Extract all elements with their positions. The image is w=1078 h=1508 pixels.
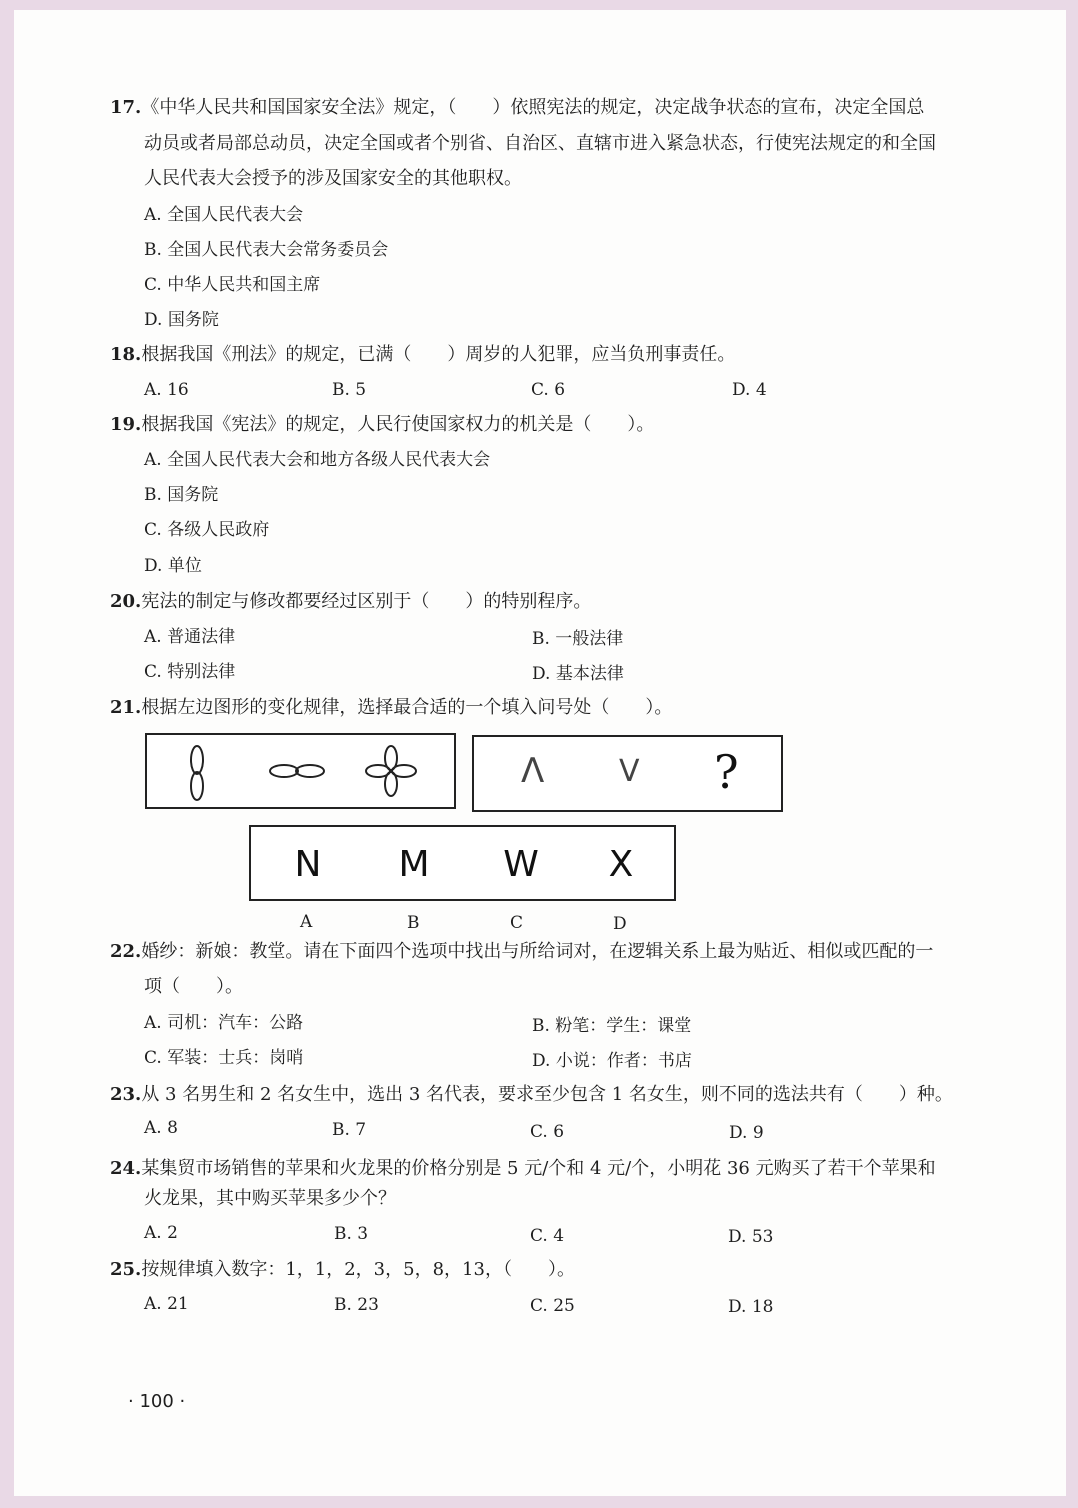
option-a: A. 全国人民代表大会和地方各级人民代表大会 bbox=[144, 450, 491, 470]
option-a: A. 21 bbox=[144, 1294, 189, 1314]
question-number: 17. bbox=[110, 97, 142, 118]
option-a: A. 16 bbox=[144, 380, 189, 400]
figure-box-right bbox=[472, 735, 783, 812]
answer-figure-b: M bbox=[398, 844, 430, 885]
option-c: C. 6 bbox=[531, 380, 566, 400]
question-22 bbox=[110, 940, 933, 964]
option-d: D. 基本法律 bbox=[532, 664, 624, 684]
question-text: 根据我国《刑法》的规定，已满（ ）周岁的人犯罪，应当负刑事责任。 bbox=[141, 344, 736, 365]
option-a: A. 8 bbox=[144, 1118, 178, 1138]
question-20 bbox=[110, 590, 591, 614]
document-page bbox=[14, 10, 1066, 1496]
option-c: C. 4 bbox=[530, 1226, 565, 1246]
option-d: D. 国务院 bbox=[144, 310, 219, 330]
figure-caret-down: V bbox=[619, 754, 640, 789]
answer-figure-d: X bbox=[608, 844, 634, 885]
figure-horizontal-figure-eight bbox=[270, 765, 324, 777]
option-b: B. 一般法律 bbox=[532, 629, 624, 649]
option-c: C. 25 bbox=[530, 1296, 575, 1316]
answer-label-d: D bbox=[613, 914, 627, 934]
answer-label-c: C bbox=[510, 913, 524, 933]
question-23 bbox=[110, 1083, 953, 1107]
figure-vertical-figure-eight bbox=[191, 746, 203, 800]
option-b: B. 23 bbox=[334, 1295, 379, 1315]
option-c: C. 中华人民共和国主席 bbox=[144, 275, 321, 295]
question-number: 24. bbox=[110, 1158, 142, 1179]
question-text: 《中华人民共和国国家安全法》规定，（ ）依照宪法的规定，决定战争状态的宣布，决定全国总 bbox=[141, 97, 925, 118]
question-17-line2: 动员或者局部总动员，决定全国或者个别省、自治区、直辖市进入紧急状态，行使宪法规定的和全国 bbox=[144, 133, 936, 154]
option-b: B. 国务院 bbox=[144, 485, 219, 505]
question-text: 根据左边图形的变化规律，选择最合适的一个填入问号处（ ）。 bbox=[141, 697, 673, 718]
question-text: 从 3 名男生和 2 名女生中，选出 3 名代表，要求至少包含 1 名女生，则不同的选法共有（ ）种。 bbox=[141, 1084, 953, 1105]
option-b: B. 全国人民代表大会常务委员会 bbox=[144, 240, 389, 260]
question-18 bbox=[110, 343, 735, 367]
option-d: D. 18 bbox=[728, 1297, 774, 1317]
question-24 bbox=[110, 1157, 936, 1181]
figure-four-petal-flower bbox=[366, 746, 416, 796]
figure-question-mark: ? bbox=[714, 745, 739, 799]
answer-figures-box bbox=[249, 825, 676, 901]
question-19 bbox=[110, 413, 654, 437]
option-d: D. 53 bbox=[728, 1227, 774, 1247]
answer-figure-a: N bbox=[294, 844, 322, 885]
option-c: C. 6 bbox=[530, 1122, 565, 1142]
question-number: 20. bbox=[110, 591, 142, 612]
figure-caret-up: Λ bbox=[521, 751, 545, 791]
option-b: B. 5 bbox=[332, 380, 367, 400]
figure-sequence-left bbox=[147, 735, 454, 807]
option-d: D. 小说：作者：书店 bbox=[532, 1051, 692, 1071]
question-text: 婚纱：新娘：教堂。请在下面四个选项中找出与所给词对，在逻辑关系上最为贴近、相似或匹配的一 bbox=[141, 941, 934, 962]
option-d: D. 4 bbox=[732, 380, 767, 400]
question-number: 22. bbox=[110, 941, 142, 962]
option-a: A. 司机：汽车：公路 bbox=[144, 1013, 304, 1033]
question-24-line2: 火龙果，其中购买苹果多少个？ bbox=[144, 1188, 396, 1209]
question-17 bbox=[110, 96, 924, 120]
question-number: 18. bbox=[110, 344, 142, 365]
option-b: B. 3 bbox=[334, 1224, 369, 1244]
question-25 bbox=[110, 1258, 575, 1282]
question-number: 25. bbox=[110, 1259, 142, 1280]
option-c: C. 特别法律 bbox=[144, 662, 236, 682]
question-text: 某集贸市场销售的苹果和火龙果的价格分别是 5 元/个和 4 元/个，小明花 36 元购买了若干个苹果和 bbox=[141, 1158, 936, 1179]
question-17-line3: 人民代表大会授予的涉及国家安全的其他职权。 bbox=[144, 168, 522, 189]
question-number: 21. bbox=[110, 697, 142, 718]
answer-label-b: B bbox=[407, 913, 420, 933]
option-b: B. 7 bbox=[332, 1120, 367, 1140]
figure-box-left bbox=[145, 733, 456, 809]
option-d: D. 9 bbox=[729, 1123, 764, 1143]
option-b: B. 粉笔：学生：课堂 bbox=[532, 1016, 692, 1036]
option-c: C. 军装：士兵：岗哨 bbox=[144, 1048, 304, 1068]
option-c: C. 各级人民政府 bbox=[144, 520, 270, 540]
answer-label-a: A bbox=[300, 912, 313, 932]
option-d: D. 单位 bbox=[144, 556, 202, 576]
question-text: 宪法的制定与修改都要经过区别于（ ）的特别程序。 bbox=[141, 591, 592, 612]
question-text: 根据我国《宪法》的规定，人民行使国家权力的机关是（ ）。 bbox=[141, 414, 655, 435]
answer-figure-c: W bbox=[503, 844, 539, 885]
question-text: 按规律填入数字：1，1，2，3，5，8，13，（ ）。 bbox=[141, 1259, 575, 1280]
question-number: 19. bbox=[110, 414, 142, 435]
option-a: A. 全国人民代表大会 bbox=[144, 205, 304, 225]
page-number: · 100 · bbox=[128, 1391, 186, 1412]
answer-figures bbox=[251, 827, 674, 899]
option-a: A. 普通法律 bbox=[144, 627, 236, 647]
question-22-line2: 项（ ）。 bbox=[144, 976, 243, 997]
question-21 bbox=[110, 696, 672, 720]
question-number: 23. bbox=[110, 1084, 142, 1105]
option-a: A. 2 bbox=[144, 1223, 178, 1243]
